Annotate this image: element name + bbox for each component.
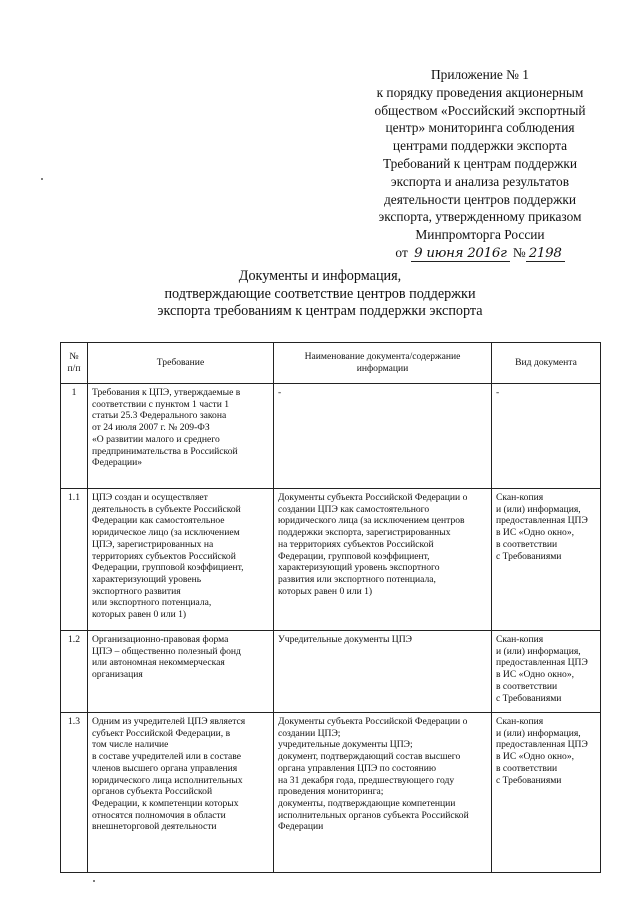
document-line: учредительные документы ЦПЭ; xyxy=(278,739,413,751)
type-line: в соответствии xyxy=(496,680,558,692)
type-line: в ИС «Одно окно», xyxy=(496,751,575,763)
requirement-line: соответствии с пунктом 1 части 1 xyxy=(92,398,230,410)
requirement-line: Требования к ЦПЭ, утверждаемые в xyxy=(92,387,241,398)
title-line: подтверждающие соответствие центров поддержки xyxy=(164,285,476,302)
requirement-line: или экспортного потенциала, xyxy=(92,597,212,609)
requirement-line: предпринимательства в Российской xyxy=(92,445,238,457)
table-row xyxy=(61,489,601,631)
document-line: Учредительные документы ЦПЭ xyxy=(278,634,412,645)
requirement-line: субъект Российской Федерации, в xyxy=(92,727,231,739)
cell-type xyxy=(492,384,601,489)
cell-document xyxy=(274,384,492,489)
requirement-line: ЦПЭ создан и осуществляет xyxy=(92,492,208,503)
type-line: предоставленная ЦПЭ xyxy=(496,739,588,751)
scan-speck xyxy=(41,178,43,180)
requirement-line: Федерации как самостоятельное xyxy=(92,515,225,527)
type-line: с Требованиями xyxy=(496,550,562,562)
cell-requirement xyxy=(88,489,274,631)
document-line: развития или экспортного потенциала, xyxy=(278,573,436,585)
requirement-line: территориях субъектов Российской xyxy=(92,550,236,562)
number-prefix: № xyxy=(512,244,526,260)
row-number: 1.1 xyxy=(61,489,88,631)
header-type: Вид документа xyxy=(492,343,601,384)
appendix-line: к порядку проведения акционерным xyxy=(376,84,584,100)
order-date-handwritten: 9 июня 2016г xyxy=(411,246,509,262)
requirement-line: юридического лица исполнительных xyxy=(92,774,243,786)
table-header-row xyxy=(61,343,601,384)
order-number-handwritten: 2198 xyxy=(526,246,565,262)
appendix-block xyxy=(355,66,605,263)
requirement-line: от 24 июля 2007 г. № 209-ФЗ xyxy=(92,422,210,434)
type-line: - xyxy=(496,387,500,398)
requirement-line: Федерации» xyxy=(92,457,143,469)
document-title xyxy=(120,268,520,321)
requirement-line: том числе наличие xyxy=(92,739,169,751)
document-line: - xyxy=(278,387,282,398)
document-line: юридического лица (за исключением центров xyxy=(278,515,465,527)
requirement-line: Федерации, к компетенции которых xyxy=(92,797,239,809)
requirement-line: Одним из учредителей ЦПЭ является xyxy=(92,716,246,727)
cell-requirement xyxy=(88,713,274,873)
type-line: Скан-копия xyxy=(496,716,544,727)
requirement-line: экспортного развития xyxy=(92,585,181,597)
appendix-line: экспорта, утвержденному приказом xyxy=(378,209,582,225)
requirement-line: характеризующий уровень xyxy=(92,573,202,585)
requirement-line: членов высшего органа управления xyxy=(92,762,238,774)
requirement-line: организация xyxy=(92,669,143,681)
type-line: предоставленная ЦПЭ xyxy=(496,515,588,527)
requirement-line: юридическое лицо (за исключением xyxy=(92,527,240,539)
requirement-line: статьи 25.3 Федерального закона xyxy=(92,410,227,422)
type-line: предоставленная ЦПЭ xyxy=(496,657,588,669)
document-line: создании ЦПЭ; xyxy=(278,727,341,739)
document-line: Документы субъекта Российской Федерации о xyxy=(278,492,468,503)
requirement-line: «О развитии малого и среднего xyxy=(92,433,220,445)
type-line: в соответствии xyxy=(496,762,558,774)
document-line: Федерации, групповой коэффициент, xyxy=(278,550,430,562)
table-row xyxy=(61,713,601,873)
appendix-line: Требований к центрам поддержки xyxy=(382,155,578,171)
order-date-number xyxy=(355,244,605,263)
date-prefix: от xyxy=(395,244,408,260)
type-line: и (или) информация, xyxy=(496,645,581,657)
document-line: которых равен 0 или 1) xyxy=(278,585,373,597)
document-line: документы, подтверждающие компетенции xyxy=(278,797,456,809)
document-line: документ, подтверждающий состав высшего xyxy=(278,751,461,763)
document-line: Федерации xyxy=(278,821,324,833)
row-number: 1.2 xyxy=(61,631,88,713)
document-line: Документы субъекта Российской Федерации о xyxy=(278,716,468,727)
requirement-line: Организационно-правовая форма xyxy=(92,634,229,645)
cell-requirement xyxy=(88,384,274,489)
type-line: и (или) информация, xyxy=(496,727,581,739)
document-line: характеризующий уровень экспортного xyxy=(278,562,440,574)
appendix-line: экспорта и анализа результатов xyxy=(390,173,570,189)
header-num: № п/п xyxy=(61,343,88,384)
requirement-line: деятельность в субъекте Российской xyxy=(92,503,241,515)
type-line: в ИС «Одно окно», xyxy=(496,527,575,539)
type-line: и (или) информация, xyxy=(496,503,581,515)
requirement-line: которых равен 0 или 1) xyxy=(92,609,187,621)
appendix-line: деятельности центров поддержки xyxy=(383,191,577,207)
requirements-table xyxy=(60,342,601,873)
requirement-line: внешнеторговой деятельности xyxy=(92,821,217,833)
cell-document xyxy=(274,713,492,873)
type-line: с Требованиями xyxy=(496,692,562,704)
header-document: Наименование документа/содержание информации xyxy=(274,343,492,384)
document-line: поддержки экспорта, зарегистрированных xyxy=(278,527,451,539)
table-row xyxy=(61,631,601,713)
cell-type xyxy=(492,489,601,631)
requirement-line: или автономная некоммерческая xyxy=(92,657,225,669)
header-requirement: Требование xyxy=(88,343,274,384)
requirement-line: органов субъекта Российской xyxy=(92,786,213,798)
table-body xyxy=(61,384,601,873)
cell-requirement xyxy=(88,631,274,713)
appendix-line: обществом «Российский экспортный xyxy=(374,102,586,118)
type-line: с Требованиями xyxy=(496,774,562,786)
document-line: на территориях субъектов Российской xyxy=(278,538,434,550)
cell-document xyxy=(274,489,492,631)
cell-document xyxy=(274,631,492,713)
type-line: в ИС «Одно окно», xyxy=(496,669,575,681)
type-line: в соответствии xyxy=(496,538,558,550)
document-line: создании ЦПЭ как самостоятельного xyxy=(278,503,430,515)
row-number: 1 xyxy=(61,384,88,489)
appendix-line: центр» мониторинга соблюдения xyxy=(385,120,575,136)
type-line: Скан-копия xyxy=(496,492,544,503)
appendix-line: Приложение № 1 xyxy=(430,67,530,82)
scan-speck xyxy=(93,880,95,882)
requirement-line: Федерации, групповой коэффициент, xyxy=(92,562,244,574)
requirement-line: в составе учредителей или в составе xyxy=(92,751,242,763)
cell-type xyxy=(492,713,601,873)
document-line: исполнительных органов субъекта Российской xyxy=(278,809,469,821)
appendix-line: центрами поддержки экспорта xyxy=(392,138,568,154)
appendix-line: Минпромторга России xyxy=(415,227,545,243)
document-line: на 31 декабря года, предшествующего году xyxy=(278,774,455,786)
document-line: органа управления ЦПЭ по состоянию xyxy=(278,762,437,774)
requirement-line: относятся полномочия в области xyxy=(92,809,226,821)
title-line: экспорта требованиям к центрам поддержки экспорта xyxy=(157,303,483,319)
requirement-line: ЦПЭ, зарегистрированных на xyxy=(92,538,214,550)
title-line: Документы и информация, xyxy=(238,268,402,284)
row-number: 1.3 xyxy=(61,713,88,873)
cell-type xyxy=(492,631,601,713)
document-line: проведения мониторинга; xyxy=(278,786,384,798)
table-row xyxy=(61,384,601,489)
requirement-line: ЦПЭ – общественно полезный фонд xyxy=(92,645,241,657)
type-line: Скан-копия xyxy=(496,634,544,645)
